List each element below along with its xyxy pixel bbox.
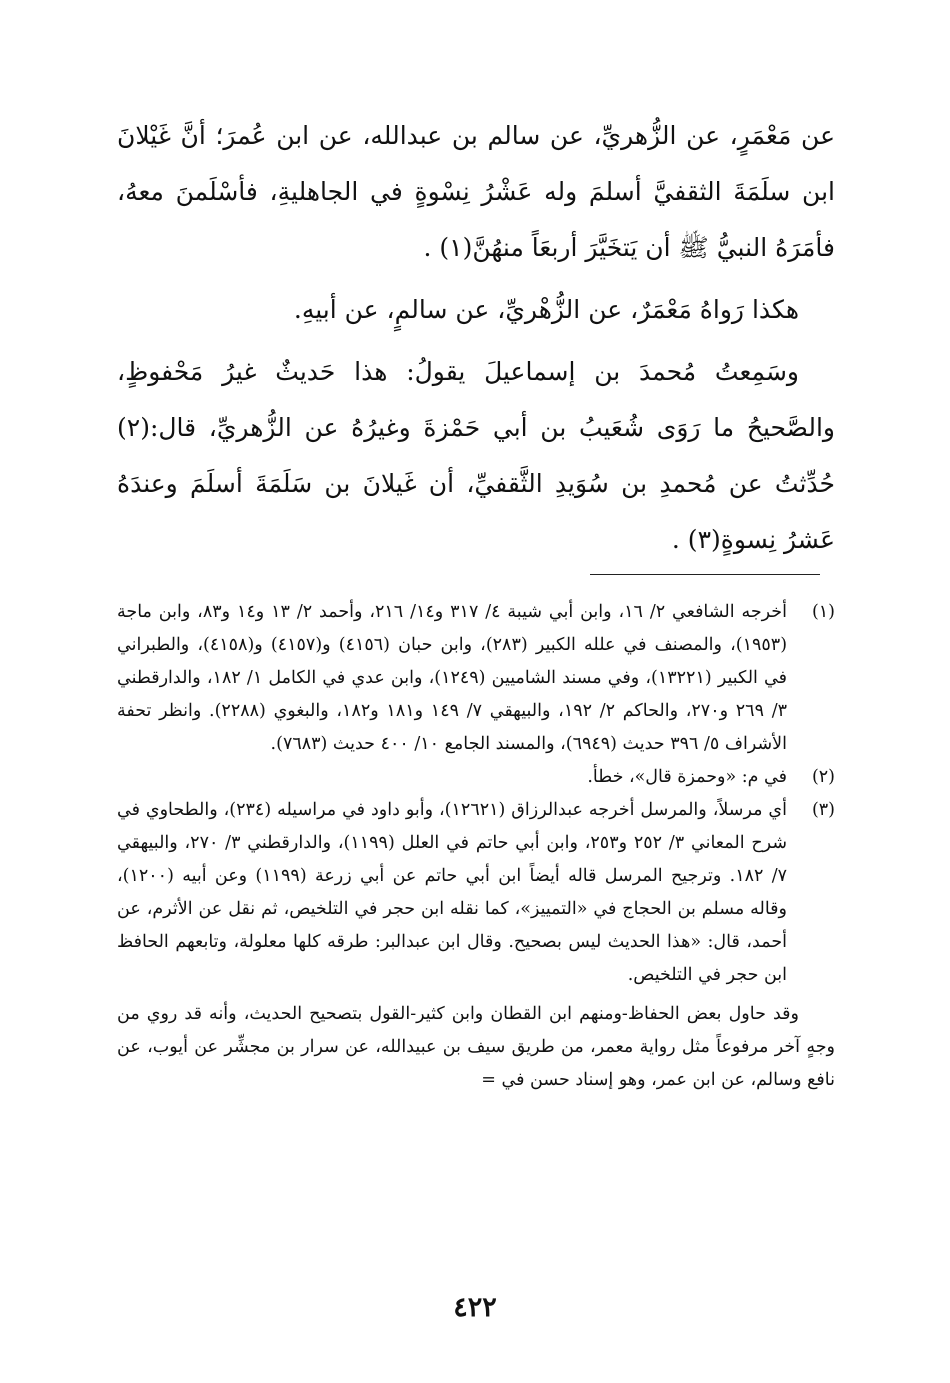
footnote-text: أي مرسلاً، والمرسل أخرجه عبدالرزاق (١٢٦٢١)، وأبو داود في مراسيله (٢٣٤)، والطحاوي في شرح المعاني ٣/ ٢٥٢ و٢٥٣، وابن أبي حاتم في العلل (١١٩٩)، والدارقطني ٣/ ٢٧٠، والبيهقي ٧/ ١٨٢. وترجيح المرسل قاله أيضاً ابن أبي حاتم عن أبي زرعة (١١٩٩) وعن أبيه (١٢٠٠)، وقاله مسلم بن الحجاج في «التمييز»، كما نقله ابن حجر في التلخيص، ثم نقل عن الأثرم، عن أحمد، قال: «هذا الحديث ليس بصحيح. وقال ابن عبدالبر: طرقه كلها معلولة، وتابعهم الحافظ ابن حجر في التلخيص. <box>117 800 787 985</box>
main-text <box>117 108 835 568</box>
footnote-number: (٣) <box>811 800 835 820</box>
footnote-1 <box>117 596 835 761</box>
footnote-text: في م: «وحمزة قال»، خطأ. <box>587 767 787 787</box>
main-paragraph-3: وسَمِعتُ مُحمدَ بن إسماعيلَ يقولُ: هذا حَديثٌ غيرُ مَحْفوظٍ، والصَّحيحُ ما رَوَى شُعَيبُ بن أبي حَمْزةَ وغيرُهُ عن الزُّهريِّ، قال:(٢) حُدِّثتُ عن مُحمدِ بن سُوَيدِ الثَّقفيِّ، أن غَيلانَ بن سَلَمَةَ أسلَمَ وعندَهُ عَشرُ نِسوةٍ(٣) . <box>117 357 835 554</box>
footnote-continuation: وقد حاول بعض الحفاظ-ومنهم ابن القطان وابن كثير-القول بتصحيح الحديث، وأنه قد روي من وجهٍ آخر مرفوعاً مثل رواية معمر، من طريق سيف بن عبيدالله، عن سرار بن مجشِّر عن أيوب، عن نافع وسالم، عن ابن عمر، وهو إسناد حسن في = <box>117 1004 835 1090</box>
footnote-text: أخرجه الشافعي ٢/ ١٦، وابن أبي شيبة ٤/ ٣١٧ و١٤/ ٢١٦، وأحمد ٢/ ١٣ و١٤ و٨٣، وابن ماجة (١٩٥٣)، والمصنف في علله الكبير (٢٨٣)، وابن حبان (٤١٥٦) و(٤١٥٧) و(٤١٥٨)، والطبراني في الكبير (١٣٢٢١)، وفي مسند الشاميين (١٢٤٩)، وابن عدي في الكامل ١/ ١٨٢، والدارقطني ٣/ ٢٦٩ و٢٧٠، والحاكم ٢/ ١٩٢، والبيهقي ٧/ ١٤٩ و١٨١ و١٨٢، والبغوي (٢٢٨٨). وانظر تحفة الأشراف ٥/ ٣٩٦ حديث (٦٩٤٩)، والمسند الجامع ١٠/ ٤٠٠ حديث (٧٦٨٣). <box>117 602 788 754</box>
footnote-2 <box>117 761 835 794</box>
main-paragraph-1: عن مَعْمَرٍ، عن الزُّهريِّ، عن سالم بن عبدالله، عن ابن عُمرَ؛ أنَّ غَيْلانَ ابن سلَمَةَ الثقفيَّ أسلمَ وله عَشْرُ نِسْوةٍ في الجاهليةِ، فأسْلَمنَ معهُ، فأمَرَهُ النبيُّ ﷺ أن يَتخَيَّرَ أربعَاً منهُنَّ(١) . <box>117 121 835 262</box>
footnotes <box>117 596 835 1097</box>
main-paragraph-2: هكذا رَواهُ مَعْمَرٌ، عن الزُّهْريِّ، عن سالمٍ، عن أبيهِ. <box>293 295 799 324</box>
footnote-number: (١) <box>811 602 835 622</box>
footnote-separator <box>590 574 820 575</box>
page-number: ٤٢٢ <box>453 1292 497 1323</box>
footnote-number: (٢) <box>811 767 835 787</box>
footnote-3 <box>117 794 835 992</box>
